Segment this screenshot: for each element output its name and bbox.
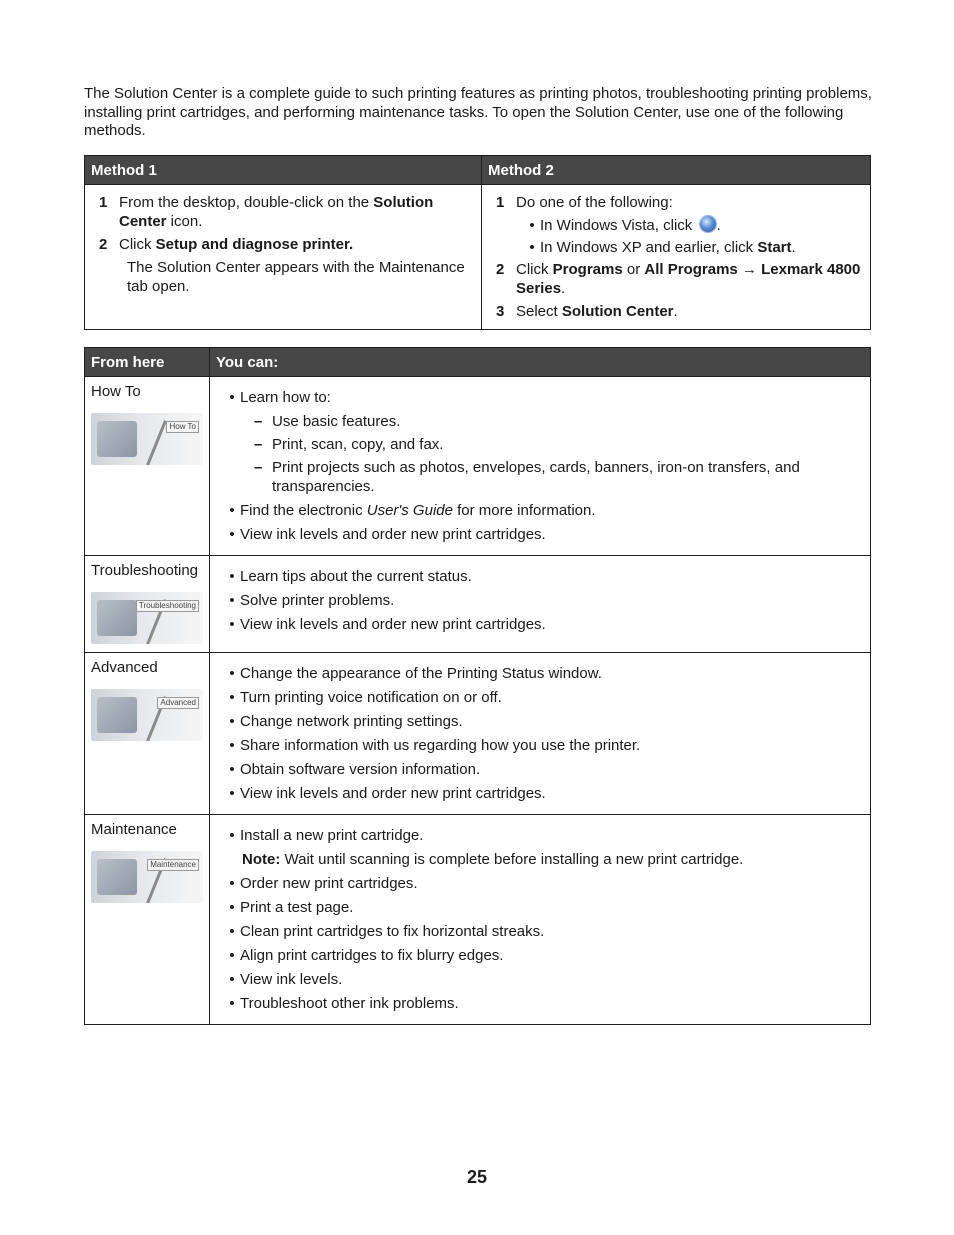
speaker-icon bbox=[97, 697, 137, 733]
method1-step-2 bbox=[91, 235, 475, 254]
list-item bbox=[224, 826, 864, 845]
method2-step-1 bbox=[488, 193, 864, 212]
bullet-icon: • bbox=[229, 665, 235, 682]
list-item-text: Obtain software version information. bbox=[240, 761, 481, 778]
advanced-row bbox=[85, 653, 871, 815]
list-item-text: View ink levels and order new print cartridges. bbox=[240, 526, 546, 543]
page-number: 25 bbox=[466, 1167, 488, 1187]
list-item bbox=[224, 736, 864, 755]
howto-label: How To bbox=[91, 383, 141, 400]
list-item-text: View ink levels. bbox=[240, 971, 343, 988]
step-number: 2 bbox=[99, 236, 108, 253]
sub-list-item bbox=[254, 435, 864, 454]
start-term: Start bbox=[757, 239, 792, 256]
text-run: In Windows Vista, click bbox=[540, 217, 697, 234]
bandage-icon bbox=[97, 600, 137, 636]
dash-icon: – bbox=[254, 436, 263, 453]
list-item-text: Learn tips about the current status. bbox=[240, 568, 472, 585]
text-run: or bbox=[622, 261, 645, 278]
cards-icon bbox=[97, 421, 137, 457]
windows-start-icon bbox=[700, 216, 716, 232]
advanced-actions bbox=[210, 653, 871, 815]
list-item-text: Solve printer problems. bbox=[240, 592, 395, 609]
bullet-icon: • bbox=[229, 761, 235, 778]
bullet-icon: • bbox=[229, 899, 235, 916]
howto-row bbox=[85, 377, 871, 556]
list-item bbox=[224, 712, 864, 731]
method2-bullet-xp bbox=[524, 238, 864, 257]
sub-list-item-text: Print projects such as photos, envelopes, cards, banners, iron-on transfers, and transparencies. bbox=[272, 459, 800, 495]
howto-actions bbox=[210, 377, 871, 556]
bullet-text bbox=[540, 216, 721, 235]
step-text: Do one of the following: bbox=[516, 194, 673, 211]
text-run: Click bbox=[516, 261, 553, 278]
text-run: Find the electronic bbox=[240, 502, 367, 519]
maintenance-tab-thumbnail bbox=[91, 851, 203, 903]
dash-icon: – bbox=[254, 459, 263, 476]
text-run: From the desktop, double-click on the bbox=[119, 194, 374, 211]
list-item bbox=[224, 388, 864, 407]
advanced-cell bbox=[85, 653, 210, 815]
bullet-text bbox=[540, 238, 796, 257]
list-item-text: Change the appearance of the Printing Status window. bbox=[240, 665, 602, 682]
troubleshooting-cell bbox=[85, 556, 210, 653]
bullet-icon: • bbox=[229, 616, 235, 633]
bullet-icon: • bbox=[529, 239, 535, 256]
sub-list-item bbox=[254, 412, 864, 431]
advanced-tab-label: Advanced bbox=[157, 697, 199, 709]
list-item bbox=[224, 946, 864, 965]
features-header-row bbox=[85, 348, 871, 377]
list-item bbox=[224, 567, 864, 586]
methods-header-row bbox=[85, 156, 871, 185]
step-text bbox=[516, 302, 864, 321]
bullet-icon: • bbox=[229, 995, 235, 1012]
list-item bbox=[224, 501, 864, 520]
sub-list-item bbox=[254, 458, 864, 496]
from-here-header: From here bbox=[85, 348, 210, 377]
maintenance-cell bbox=[85, 815, 210, 1025]
features-table bbox=[84, 347, 871, 1025]
all-programs-term: All Programs bbox=[644, 261, 738, 278]
text-run: . bbox=[791, 239, 796, 256]
method2-bullet-vista bbox=[524, 216, 864, 235]
solution-center-term: Solution Center bbox=[119, 194, 434, 230]
advanced-label: Advanced bbox=[91, 659, 158, 676]
maintenance-row bbox=[85, 815, 871, 1025]
ink-drops-icon bbox=[97, 859, 137, 895]
bullet-icon: • bbox=[229, 689, 235, 706]
list-item-text: Order new print cartridges. bbox=[240, 875, 418, 892]
list-item bbox=[224, 970, 864, 989]
method2-cell bbox=[482, 185, 871, 330]
list-item-text: View ink levels and order new print cartridges. bbox=[240, 785, 546, 802]
list-item bbox=[224, 688, 864, 707]
list-item bbox=[224, 591, 864, 610]
howto-tab-label: How To bbox=[166, 421, 199, 433]
list-item bbox=[224, 760, 864, 779]
maintenance-note bbox=[242, 850, 864, 869]
bullet-icon: • bbox=[229, 592, 235, 609]
list-item-text: Share information with us regarding how you use the printer. bbox=[240, 737, 641, 754]
bullet-icon: • bbox=[529, 217, 535, 234]
text-run: icon. bbox=[166, 213, 203, 230]
bullet-icon: • bbox=[229, 502, 235, 519]
howto-tab-thumbnail bbox=[91, 413, 203, 465]
method1-cell bbox=[85, 185, 482, 330]
list-item bbox=[224, 615, 864, 634]
list-item-text bbox=[240, 501, 596, 520]
text-run: Click bbox=[119, 236, 156, 253]
troubleshooting-actions bbox=[210, 556, 871, 653]
step-number: 1 bbox=[99, 194, 108, 211]
sub-list-item-text: Use basic features. bbox=[272, 413, 401, 430]
troubleshooting-tab-thumbnail bbox=[91, 592, 203, 644]
text-run: for more information. bbox=[452, 502, 596, 519]
method2-step-3 bbox=[488, 302, 864, 321]
bullet-icon: • bbox=[229, 875, 235, 892]
advanced-tab-thumbnail bbox=[91, 689, 203, 741]
list-item bbox=[224, 874, 864, 893]
bullet-icon: • bbox=[229, 713, 235, 730]
note-text: Wait until scanning is complete before installing a new print cartridge. bbox=[280, 851, 744, 868]
sub-list-item-text: Print, scan, copy, and fax. bbox=[272, 436, 444, 453]
text-run: Select bbox=[516, 303, 562, 320]
list-item-text: Change network printing settings. bbox=[240, 713, 463, 730]
dash-icon: – bbox=[254, 413, 263, 430]
text-run: . bbox=[716, 217, 721, 234]
list-item bbox=[224, 525, 864, 544]
troubleshooting-tab-label: Troubleshooting bbox=[136, 600, 199, 612]
intro-paragraph: The Solution Center is a complete guide to such printing features as printing photos, troubleshooting printing problems, installing print cartridges, and performing maintenance tasks. To open the Solution Center, use one of the following methods. bbox=[84, 85, 872, 139]
maintenance-label: Maintenance bbox=[91, 821, 177, 838]
text-run: . bbox=[561, 280, 566, 297]
list-item-text: Troubleshoot other ink problems. bbox=[240, 995, 459, 1012]
bullet-icon: • bbox=[229, 737, 235, 754]
troubleshooting-row bbox=[85, 556, 871, 653]
step-number: 1 bbox=[496, 194, 505, 211]
text-run: In Windows XP and earlier, click bbox=[540, 239, 758, 256]
method1-step-2-result: The Solution Center appears with the Maintenance tab open. bbox=[127, 259, 465, 295]
list-item bbox=[224, 784, 864, 803]
step-number: 2 bbox=[496, 261, 505, 278]
step-text bbox=[119, 193, 475, 231]
list-item-text: Learn how to: bbox=[240, 389, 331, 406]
method1-header: Method 1 bbox=[85, 156, 482, 185]
step-number: 3 bbox=[496, 303, 505, 320]
note-label: Note: bbox=[242, 851, 281, 868]
lexmark-series-term: Lexmark 4800 Series bbox=[516, 261, 861, 297]
maintenance-tab-label: Maintenance bbox=[147, 859, 199, 871]
maintenance-actions bbox=[210, 815, 871, 1025]
you-can-header: You can: bbox=[210, 348, 871, 377]
bullet-icon: • bbox=[229, 785, 235, 802]
list-item-text: Install a new print cartridge. bbox=[240, 827, 424, 844]
list-item bbox=[224, 898, 864, 917]
method1-step-1 bbox=[91, 193, 475, 231]
bullet-icon: • bbox=[229, 389, 235, 406]
setup-diagnose-term: Setup and diagnose printer. bbox=[155, 236, 354, 253]
list-item bbox=[224, 922, 864, 941]
method2-header: Method 2 bbox=[482, 156, 871, 185]
users-guide-title: User's Guide bbox=[366, 502, 453, 519]
bullet-icon: • bbox=[229, 971, 235, 988]
bullet-icon: • bbox=[229, 923, 235, 940]
list-item bbox=[224, 664, 864, 683]
bullet-icon: • bbox=[229, 827, 235, 844]
solution-center-term: Solution Center bbox=[561, 303, 674, 320]
list-item-text: View ink levels and order new print cartridges. bbox=[240, 616, 546, 633]
methods-table bbox=[84, 155, 871, 330]
list-item-text: Align print cartridges to fix blurry edges. bbox=[240, 947, 504, 964]
method2-step-2 bbox=[488, 260, 864, 298]
list-item-text: Clean print cartridges to fix horizontal streaks. bbox=[240, 923, 545, 940]
methods-body-row bbox=[85, 185, 871, 330]
bullet-icon: • bbox=[229, 947, 235, 964]
bullet-icon: • bbox=[229, 568, 235, 585]
arrow-right-icon: → bbox=[737, 261, 762, 278]
bullet-icon: • bbox=[229, 526, 235, 543]
list-item-text: Print a test page. bbox=[240, 899, 354, 916]
list-item bbox=[224, 994, 864, 1013]
text-run: . bbox=[673, 303, 678, 320]
step-text bbox=[516, 260, 864, 298]
programs-term: Programs bbox=[552, 261, 623, 278]
howto-cell bbox=[85, 377, 210, 556]
troubleshooting-label: Troubleshooting bbox=[91, 562, 199, 579]
divider bbox=[146, 420, 167, 465]
step-text bbox=[119, 235, 475, 254]
list-item-text: Turn printing voice notification on or off. bbox=[240, 689, 502, 706]
